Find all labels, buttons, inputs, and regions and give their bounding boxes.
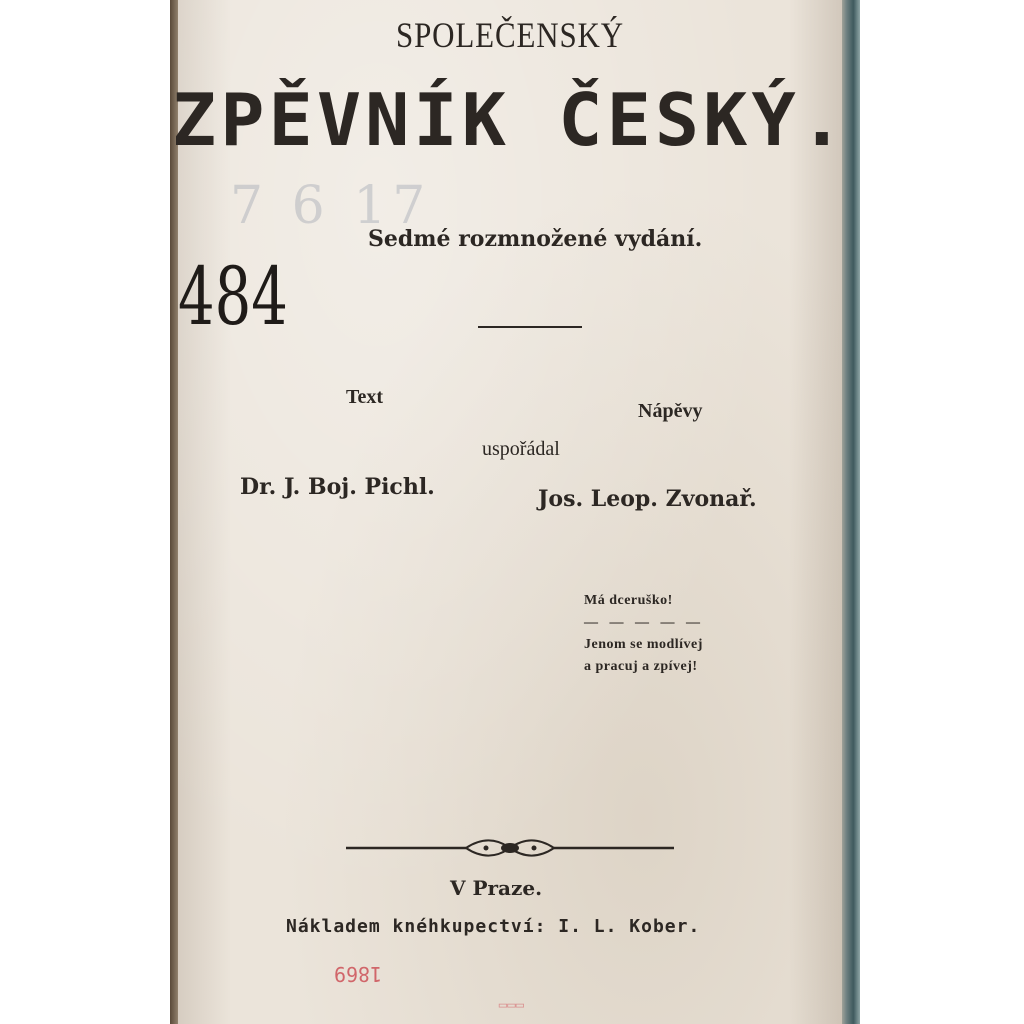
author-melody-editor: Jos. Leop. Zvonař. [538,486,757,512]
motto-line-1: Má dceruško! [584,593,673,608]
motto-block [584,590,704,678]
red-library-stamp: 1869 [333,962,383,986]
place-of-publication: V Praze. [450,876,543,900]
publisher-line: Nákladem knéhkupectví: I. L. Kober. [286,916,701,937]
ornamental-rule [346,836,674,860]
red-stamp-fragment: ▭▭▭ [498,998,524,1014]
title-page [171,0,849,1024]
divider-rule [478,326,582,328]
motto-dashes: — — — — — [584,615,704,630]
pretitle: SPOLEČENSKÝ [396,15,624,55]
faint-shelfmark-stamp: 7 6 17 [230,176,432,236]
author-text-editor: Dr. J. Boj. Pichl. [240,474,435,500]
motto-line-3: a pracuj a zpívej! [584,659,698,674]
book-title: ZPĚVNÍK ČESKÝ. [171,78,849,162]
motto-line-2: Jenom se modlívej [584,637,703,652]
label-napevy: Nápěvy [638,400,703,422]
edition-statement: Sedmé rozmnožené vydání. [368,226,703,252]
inventory-number: 484 [178,250,288,343]
label-usporadal: uspořádal [482,438,560,460]
label-text: Text [346,386,384,408]
